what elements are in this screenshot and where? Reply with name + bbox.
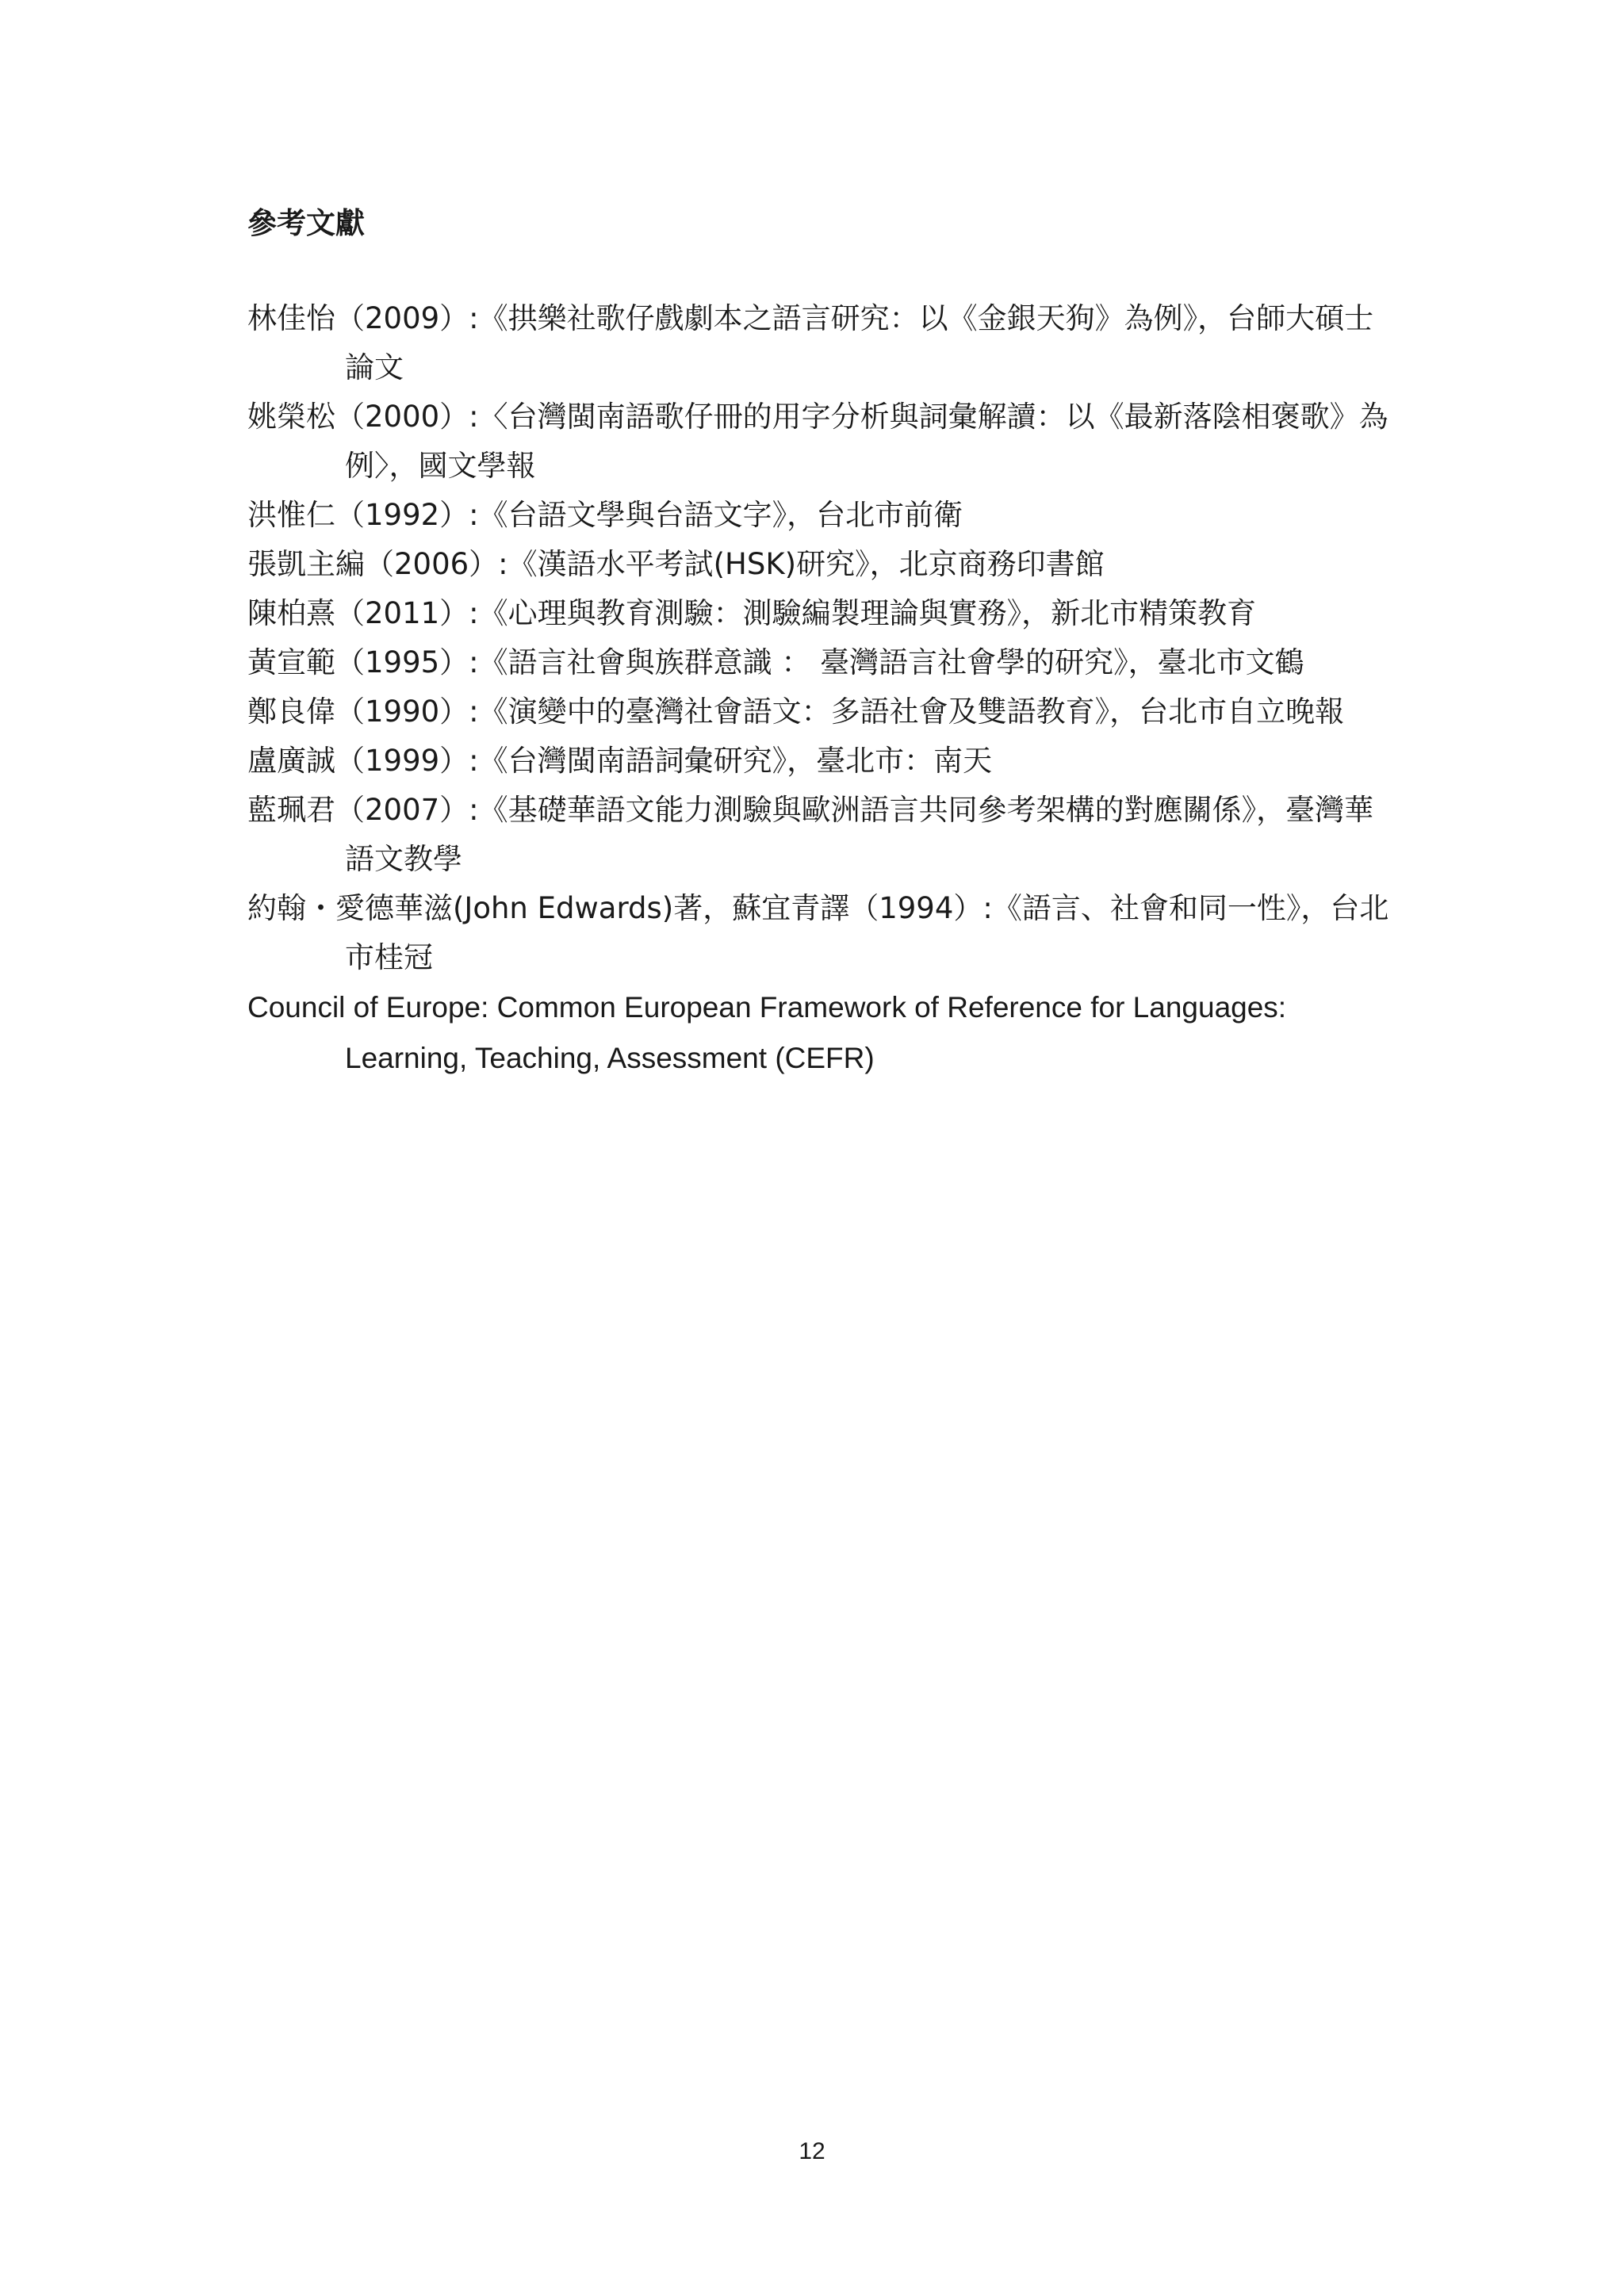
reference-entry: Council of Europe: Common European Framework of Reference for Languages: Learning, Teaching, Assessment (CEFR) (247, 991, 1287, 1074)
reference-entry: 張凱主編（2006）:《漢語水平考試(HSK)研究》，北京商務印書館 (247, 547, 1105, 581)
reference-entry: 藍珮君（2007）:《基礎華語文能力測驗與歐洲語言共同參考架構的對應關係》，臺灣華語文教學 (247, 793, 1374, 876)
reference-entry: 林佳怡（2009）:《拱樂社歌仔戲劇本之語言研究：以《金銀天狗》為例》，台師大碩士論文 (247, 301, 1374, 385)
reference-entry: 盧廣誠（1999）:《台灣閩南語詞彙研究》，臺北市：南天 (247, 744, 993, 778)
reference-list (247, 294, 1397, 1084)
reference-entry: 洪惟仁（1992）:《台語文學與台語文字》，台北市前衛 (247, 498, 963, 532)
reference-entry: 黃宣範（1995）:《語言社會與族群意識 ： 臺灣語言社會學的研究》，臺北市文鶴 (247, 645, 1304, 679)
page-number: 12 (799, 2138, 825, 2164)
reference-entry: 約翰・愛德華滋(John Edwards)著，蘇宜青譯（1994）:《語言、社會和同一性》，台北市桂冠 (247, 891, 1389, 974)
reference-entry: 姚榮松（2000）:〈台灣閩南語歌仔冊的用字分析與詞彙解讀：以《最新落陰相褒歌》為例〉，國文學報 (247, 400, 1388, 483)
reference-entry: 鄭良偉（1990）:《演變中的臺灣社會語文：多語社會及雙語教育》，台北市自立晚報 (247, 695, 1345, 729)
reference-entry: 陳柏熹（2011）:《心理與教育測驗：測驗編製理論與實務》，新北市精策教育 (247, 596, 1257, 630)
section-heading: 參考文獻 (247, 206, 365, 240)
